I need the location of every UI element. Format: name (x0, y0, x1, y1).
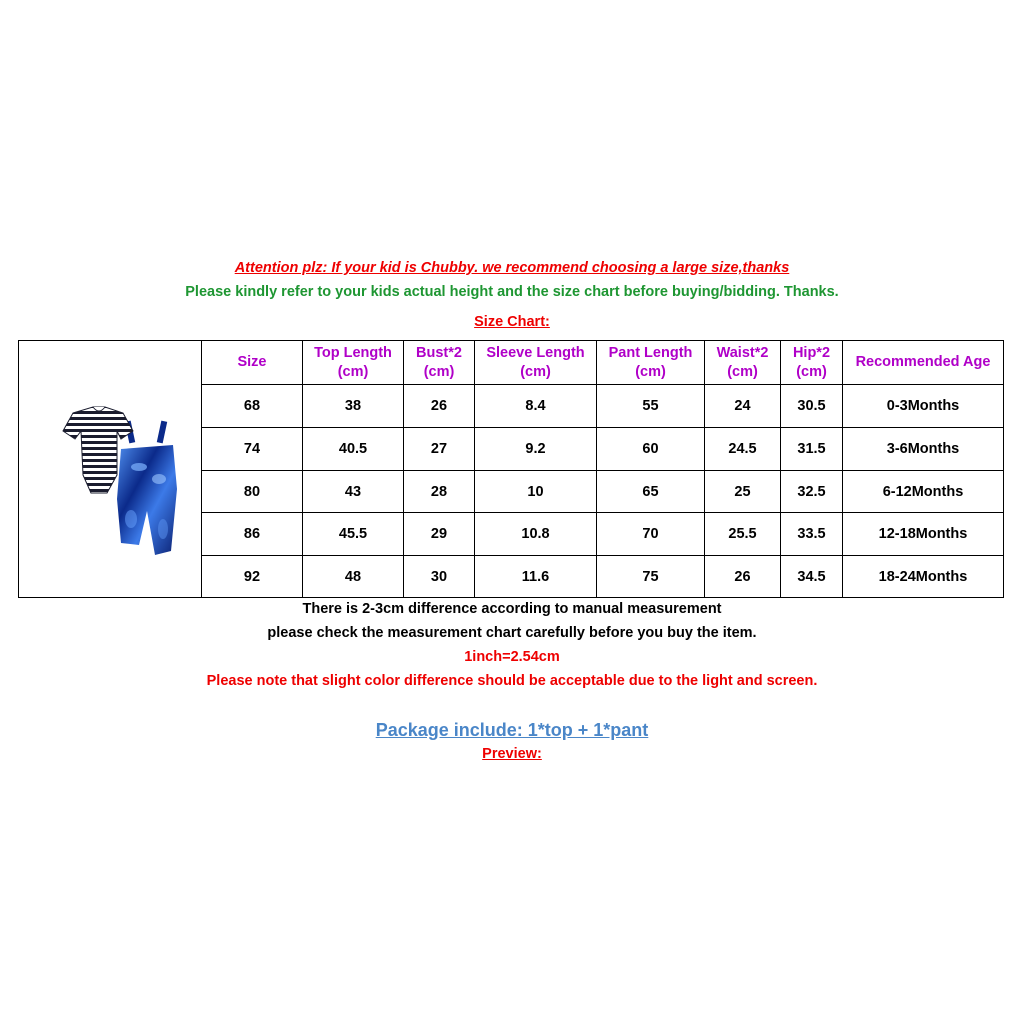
size-chart-table (18, 340, 1004, 598)
color-difference-note: Please note that slight color difference should be acceptable due to the light and screen. (206, 673, 818, 689)
header-recommended-age: Recommended Age (843, 341, 1004, 385)
header-top-length: Top Length (cm) (303, 341, 404, 385)
cell-waist: 25.5 (705, 513, 781, 556)
refer-notice: Please kindly refer to your kids actual height and the size chart before buying/bidding. Thanks. (185, 284, 839, 300)
check-chart-note: please check the measurement chart carefully before you buy the item. (267, 625, 757, 641)
header-size: Size (202, 341, 303, 385)
package-include-text: Package include: 1*top + 1*pant (375, 720, 649, 740)
cell-size: 92 (202, 556, 303, 598)
cell-recommended-age: 12-18Months (843, 513, 1004, 556)
cell-sleeve-length: 10 (475, 471, 597, 513)
header-bust: Bust*2 (cm) (404, 341, 475, 385)
cell-sleeve-length: 8.4 (475, 385, 597, 428)
cell-size: 80 (202, 471, 303, 513)
cell-hip: 32.5 (781, 471, 843, 513)
cell-bust: 27 (404, 428, 475, 471)
cell-hip: 30.5 (781, 385, 843, 428)
header-waist: Waist*2 (cm) (705, 341, 781, 385)
striped-bodysuit-and-tie-dye-overalls-icon (35, 369, 185, 569)
cell-size: 86 (202, 513, 303, 556)
cell-waist: 25 (705, 471, 781, 513)
product-image (19, 341, 202, 598)
preview-label: Preview: (482, 746, 542, 762)
cell-pant-length: 70 (597, 513, 705, 556)
cell-top-length: 43 (303, 471, 404, 513)
cell-size: 68 (202, 385, 303, 428)
cell-recommended-age: 3-6Months (843, 428, 1004, 471)
cell-hip: 33.5 (781, 513, 843, 556)
cell-waist: 26 (705, 556, 781, 598)
cell-recommended-age: 6-12Months (843, 471, 1004, 513)
size-chart-title: Size Chart: (474, 314, 550, 330)
cell-waist: 24 (705, 385, 781, 428)
cell-bust: 28 (404, 471, 475, 513)
cell-hip: 34.5 (781, 556, 843, 598)
cell-top-length: 45.5 (303, 513, 404, 556)
cell-bust: 26 (404, 385, 475, 428)
cell-pant-length: 55 (597, 385, 705, 428)
header-sleeve-length: Sleeve Length (cm) (475, 341, 597, 385)
attention-notice: Attention plz: If your kid is Chubby. we recommend choosing a large size,thanks (234, 260, 790, 276)
cell-sleeve-length: 9.2 (475, 428, 597, 471)
cell-recommended-age: 18-24Months (843, 556, 1004, 598)
cell-sleeve-length: 11.6 (475, 556, 597, 598)
cell-top-length: 40.5 (303, 428, 404, 471)
cell-size: 74 (202, 428, 303, 471)
cell-sleeve-length: 10.8 (475, 513, 597, 556)
measurement-difference-note: There is 2-3cm difference according to manual measurement (302, 601, 722, 617)
table-header-row (19, 341, 1004, 385)
header-pant-length: Pant Length (cm) (597, 341, 705, 385)
overalls-icon (117, 421, 177, 555)
cell-pant-length: 65 (597, 471, 705, 513)
header-hip: Hip*2 (cm) (781, 341, 843, 385)
cell-hip: 31.5 (781, 428, 843, 471)
cell-pant-length: 60 (597, 428, 705, 471)
cell-bust: 30 (404, 556, 475, 598)
cell-top-length: 48 (303, 556, 404, 598)
inch-conversion-note: 1inch=2.54cm (464, 649, 560, 665)
cell-bust: 29 (404, 513, 475, 556)
cell-pant-length: 75 (597, 556, 705, 598)
cell-waist: 24.5 (705, 428, 781, 471)
cell-top-length: 38 (303, 385, 404, 428)
cell-recommended-age: 0-3Months (843, 385, 1004, 428)
